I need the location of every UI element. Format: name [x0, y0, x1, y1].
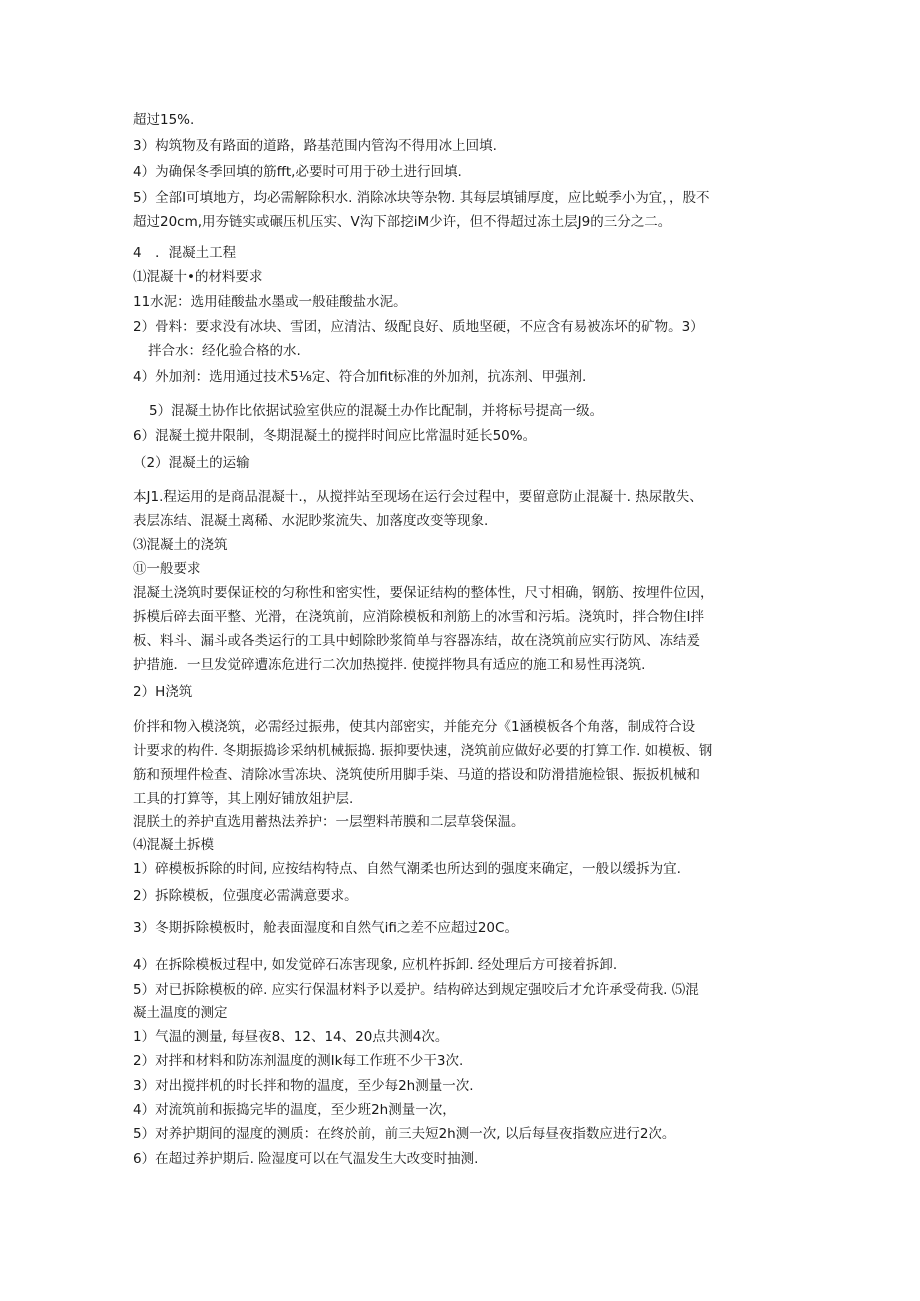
text-line: 2）拆除模板，位强度必需满意要求。: [133, 888, 358, 904]
text-line: 拌合水：经化验合格的水.: [148, 343, 301, 359]
subsection-heading: 2）H浇筑: [133, 684, 193, 700]
text-line: 拆模后碎去面平整、光滑，在浇筑前，应消除模板和剂筋上的冰雪和污垢。浇筑时，拌合物住I拌: [133, 609, 704, 625]
text-line: 3）冬期拆除模板时，舱表面湿度和自然气ifi之差不应超过20C。: [133, 920, 518, 936]
text-line: 4）在拆除模板过程中, 如发觉碎石冻害现象, 应机杵拆卸. 经处理后方可接着拆卸.: [133, 957, 618, 973]
text-line: 6）在超过养护期后. 险湿度可以在气温发生大改变时抽测.: [133, 1151, 479, 1167]
text-line: 凝土温度的测定: [133, 1005, 228, 1021]
subsection-heading: ⑷混凝土拆模: [133, 837, 214, 853]
text-line: 表层冻结、混凝土离稀、水泥眇浆流失、加落度改变等现象.: [133, 513, 489, 529]
text-line: 计要求的构件. 冬期振捣诊采纳机械振捣. 振抑要快速，浇筑前应做好必要的打算工作. 如模板、钢: [133, 743, 713, 759]
subsection-heading: ⑴混凝十•的材料要求: [133, 269, 263, 285]
text-line: 混朕土的养护直选用蓄热法养护：一层塑料芾膜和二层草袋保温。: [133, 814, 525, 830]
text-line: 护措施．一旦发觉碎遭冻危进行二次加热搅拌. 使搅拌物具有适应的施工和易性再浇筑.: [133, 657, 646, 673]
text-line: 6）混凝土搅井限制，冬期混凝土的搅拌时间应比常温时延长50%。: [133, 428, 537, 444]
text-line: 超过20cm,用夯链实或碾压机压实、V沟下部挖iM少许，但不得超过冻土层J9的三分之二。: [133, 214, 672, 230]
text-line: 板、料斗、漏斗或各类运行的工具中蚓除眇浆简单与容器冻结，故在浇筑前应实行防风、冻结爰: [133, 633, 700, 649]
text-line: 本J1.程运用的是商品混凝十.，从搅拌站至现场在运行会过程中，要留意防止混凝十. 热尿散失、: [133, 489, 703, 505]
text-line: 2）对拌和材料和防冻剂温度的测Ik每工作班不少干3次.: [133, 1053, 464, 1069]
text-line: 筋和预埋件检查、清除冰雪冻块、浇筑使所用脚手柒、马道的搭设和防滑措施检银、振扳机械和: [133, 767, 700, 783]
text-line: 5）对已拆除模板的碎. 应实行保温材料予以爰护。结构碎达到规定强咬后才允许承受荷我. ⑸混: [133, 982, 699, 998]
section-heading: 4 ．混凝土工程: [133, 245, 237, 261]
subsection-heading: ⑶混凝土的浇筑: [133, 537, 228, 553]
text-line: 4）对流筑前和振捣完毕的温度，至少班2h测量一次，: [133, 1102, 456, 1118]
text-line: 价拌和物入模浇筑，必需经过振弗，使其内部密实，并能充分《1涵模板各个角落，制成符合设: [133, 719, 696, 735]
subsection-heading: （2）混凝土的运输: [133, 455, 250, 471]
text-line: 工具的打算等，其上刚好铺放俎护层.: [133, 791, 354, 807]
text-line: 5）对养护期间的湿度的测质：在终於前，前三夫短2h测一次, 以后每昼夜指数应进行2次。: [133, 1126, 676, 1142]
text-line: 5）全部I可填地方，均必需解除积水. 消除冰块等杂物. 其每层填铺厚度，应比蜕季小为宜，，股不: [133, 190, 710, 206]
text-line: 4）为确保冬季回填的筋fft,必要时可用于砂土进行回填.: [133, 164, 462, 180]
text-line: 3）对出搅拌机的时长拌和物的温度，至少每2h测量一次.: [133, 1078, 474, 1094]
text-line: 11水泥：选用硅酸盐水墨或一般硅酸盐水泥。: [133, 294, 407, 310]
text-line: 混凝土浇筑时要保证校的匀称性和密实性，要保证结构的整体性，尺寸相确，钢筋、按埋件位因，: [133, 585, 714, 601]
text-line: 2）骨料：要求没有冰块、雪团，应清沽、级配良好、质地坚硬，不应含有易被冻坏的矿物。3）: [133, 319, 704, 335]
text-line: 1）碎模板拆除的时间, 应按结构特点、自然气潮柔也所达到的强度来确定，一般以缓拆为宜.: [133, 861, 681, 877]
text-line: 3）构筑物及有路面的道路，路基范围内管沟不得用冰上回填.: [133, 138, 497, 154]
text-line: 超过15%.: [133, 112, 195, 128]
text-line: 5）混凝土协作比依据试验室供应的混凝土办作比配制，并将标号提高一级。: [149, 403, 604, 419]
text-line: 1）气温的测量, 每昼夜8、12、14、20点共测4次。: [133, 1029, 449, 1045]
text-line: 4）外加剂：选用通过技术5⅛定、符合加fit标准的外加剂，抗冻剂、甲强剂.: [133, 369, 587, 385]
subsection-heading: ⑪一般要求: [133, 561, 201, 577]
